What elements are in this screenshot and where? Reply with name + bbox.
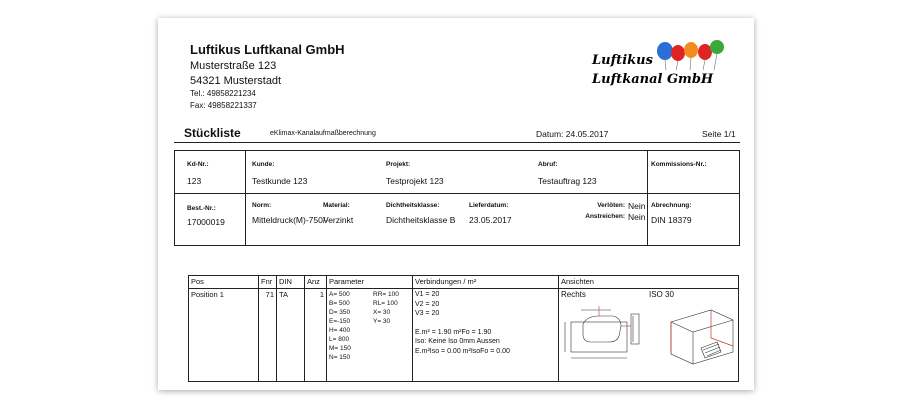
col-anz: Anz bbox=[305, 276, 327, 289]
cell-parameter bbox=[327, 289, 413, 382]
param-line: X= 30 bbox=[373, 309, 391, 316]
title-rule bbox=[174, 142, 740, 143]
param-line: D= 350 bbox=[329, 309, 351, 316]
company-name: Luftikus Luftkanal GmbH bbox=[190, 42, 345, 57]
doc-subtitle: eKlimax-Kanalaufmaßberechnung bbox=[270, 130, 376, 137]
doc-page-number: Seite 1/1 bbox=[702, 129, 736, 139]
kdnr-value: 123 bbox=[187, 176, 202, 186]
cell-anz: 1 bbox=[305, 289, 327, 382]
param-line: RL= 100 bbox=[373, 300, 398, 307]
norm-label: Norm: bbox=[252, 202, 272, 209]
abruf-value: Testauftrag 123 bbox=[538, 176, 597, 186]
projekt-label: Projekt: bbox=[386, 161, 411, 168]
norm-value: Mitteldruck(M)-750/- bbox=[252, 215, 329, 225]
iso-label: ISO 30 bbox=[649, 290, 674, 299]
company-fax: Fax: 49858221337 bbox=[190, 101, 257, 110]
connection-line: V2 = 20 bbox=[415, 300, 440, 308]
cell-verbindungen bbox=[413, 289, 559, 382]
dichtheit-value: Dichtheitsklasse B bbox=[386, 215, 456, 225]
kommission-label: Kommissions-Nr.: bbox=[651, 161, 707, 168]
kunde-value: Testkunde 123 bbox=[252, 176, 308, 186]
abrechnung-label: Abrechnung: bbox=[651, 202, 692, 209]
anstreichen-label: Anstreichen: bbox=[585, 213, 625, 220]
col-verbindungen: Verbindungen / m² bbox=[413, 276, 559, 289]
area-line: E.m² = 1.90 m²Fo = 1.90 bbox=[415, 328, 492, 336]
verloeten-value: Nein bbox=[628, 201, 646, 211]
param-line: M= 150 bbox=[329, 345, 351, 352]
kunde-label: Kunde: bbox=[252, 161, 275, 168]
col-ansichten: Ansichten bbox=[559, 276, 739, 289]
table-header-row bbox=[189, 276, 739, 289]
company-street: Musterstraße 123 bbox=[190, 60, 277, 72]
col-din: DIN bbox=[277, 276, 305, 289]
parts-table bbox=[188, 275, 739, 382]
balloons-icon bbox=[657, 40, 724, 70]
header-divider bbox=[175, 193, 739, 194]
doc-title: Stückliste bbox=[184, 126, 241, 140]
company-logo bbox=[590, 40, 726, 88]
material-value: Verzinkt bbox=[323, 215, 354, 225]
col-parameter: Parameter bbox=[327, 276, 413, 289]
param-line: E=-150 bbox=[329, 318, 351, 325]
param-line: Y= 30 bbox=[373, 318, 391, 325]
kdnr-label: Kd-Nr.: bbox=[187, 161, 209, 168]
view-label: Rechts bbox=[561, 290, 586, 299]
dichtheit-label: Dichtheitsklasse: bbox=[386, 202, 440, 209]
verloeten-label: Verlöten: bbox=[597, 202, 625, 209]
doc-date: Datum: 24.05.2017 bbox=[536, 129, 609, 139]
col-pos: Pos bbox=[189, 276, 259, 289]
param-line: N= 150 bbox=[329, 354, 351, 361]
duct-drawing bbox=[561, 302, 737, 374]
bestnr-label: Best.-Nr.: bbox=[187, 205, 216, 212]
col-fnr: Fnr bbox=[259, 276, 277, 289]
cell-fnr: 71 bbox=[259, 289, 277, 382]
document-page bbox=[158, 18, 754, 390]
param-line: H= 400 bbox=[329, 327, 351, 334]
lieferdatum-label: Lieferdatum: bbox=[469, 202, 509, 209]
param-line: A= 500 bbox=[329, 291, 350, 298]
company-city: 54321 Musterstadt bbox=[190, 75, 282, 87]
cell-din: TA bbox=[277, 289, 305, 382]
cell-ansichten bbox=[559, 289, 739, 382]
cell-pos: Position 1 bbox=[189, 289, 259, 382]
anstreichen-value: Nein bbox=[628, 212, 646, 222]
param-line: B= 500 bbox=[329, 300, 350, 307]
connection-line: V3 = 20 bbox=[415, 310, 440, 317]
param-line: L= 800 bbox=[329, 336, 350, 343]
bestnr-value: 17000019 bbox=[187, 217, 225, 227]
order-header-box bbox=[174, 150, 740, 246]
area-line: Iso: Keine Iso 0mm Aussen bbox=[415, 338, 500, 345]
param-line: RR= 100 bbox=[373, 291, 399, 298]
company-tel: Tel.: 49858221234 bbox=[190, 89, 256, 98]
logo-line1: Luftikus bbox=[592, 53, 653, 68]
area-line: E.m²Iso = 0.00 m²IsoFo = 0.00 bbox=[415, 347, 510, 355]
table-row bbox=[189, 289, 739, 382]
abrechnung-value: DIN 18379 bbox=[651, 215, 692, 225]
logo-line2: Luftkanal GmbH bbox=[592, 72, 714, 87]
projekt-value: Testprojekt 123 bbox=[386, 176, 444, 186]
lieferdatum-value: 23.05.2017 bbox=[469, 215, 512, 225]
connection-line: V1 = 20 bbox=[415, 291, 440, 298]
material-label: Material: bbox=[323, 202, 350, 209]
abruf-label: Abruf: bbox=[538, 161, 558, 168]
